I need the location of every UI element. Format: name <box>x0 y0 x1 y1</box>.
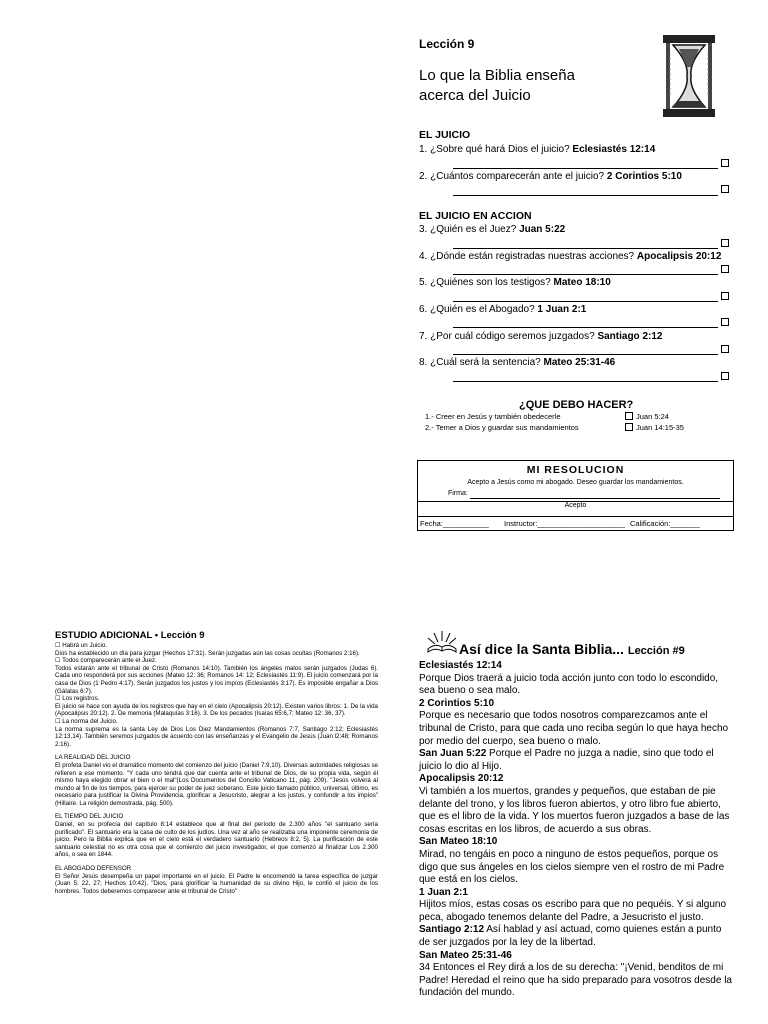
question-3: 3. ¿Quién es el Juez? Juan 5:22 <box>419 224 566 235</box>
bible-verses: Eclesiastés 12:14 Porque Dios traerá a juicio toda acción junto con todo lo escondido, sea bueno o sea malo. 2 Corintios 5:10 Porque es necesario que todos nosotros comparezcamos ante el tribunal de Cristo, para que cada uno reciba según lo que haya hecho por medio del cuerpo, sea bueno o malo. San Juan 5:22 Porque el Padre no juzga a nadie, sino que todo el juicio lo dio al Hijo. Apocalipsis 20:12 Vi también a los muertos, grandes y pequeños, que estaban de pie delante del trono, y los libros fueron abiertos, y otro libro fue abierto, que es el libro de la vida. Y los muertos fueron juzgados a base de las cosas escritas en los libros, de acuerdo a sus obras. San Mateo 18:10 Mirad, no tengáis en poco a ninguno de estos pequeños, porque os digo que sus ángeles en los cielos siempre ven el rostro de mi Padre que está en los cielos. 1 Juan 2:1 Hijitos míos, estas cosas os escribo para que no pequéis. Y si alguno peca, abogado tenemos delante del Padre, a Jesucristo el justo. Santiago 2:12 Así hablad y así actuad, como quienes están a punto de ser juzgados por la ley de la libertad. San Mateo 25:31-46 34 Entonces el Rey dirá a los de su derecha: "¡Venid, benditos de mi Padre! Heredad el reino que ha sido preparado para vosotros desde la fundación del mundo. <box>419 660 732 999</box>
study-text: ☐ Habrá un Juicio. Dios ha establecido un día para juzgar (Hechos 17:31). Serán juzgadas aún las cosas ocultas (Romanos 2:16). ☐ Todos comparecerán ante el Juez. Todos estarán ante el tribunal de Cristo (Romanos 14:10). También los ángeles malos serán juzgados (Judas 6). Cada uno responderá por sus acciones (Mateo 12: 36; Romanos 14: 12; Eclesiastés 11:9). El juicio comenzará por la casa de Dios (1 Pedro 4:17). Serán juzgados los justos y los impíos (Eclesiastés 3:17). Es imposible engañar a Dios (Gálatas 6:7). ☐ Los registros. El juicio se hace con ayuda de los registros que hay en el cielo (Apocalipsis 20:12). Existen varios libros: 1. De la vida (Apocalipsis 20:12). 2. De memoria (Malaquías 3:16). 3. De los pecados (Isaías 65:6,7; Mateo 12: 36, 37). ☐ La norma del Juicio. La norma suprema es la santa Ley de Dios Los Diez Mandamientos (Romanos 7:7, Santiago 2:12; Eclesiastés 12:13,14). También seremos juzgados de acuerdo con las enseñanzas y el Evangelio de Jesús (Juan l2:48; Romanos 2:16). LA REALIDAD DEL JUICIO El profeta Daniel vio el dramático momento del comienzo del juicio (Daniel 7:9,10). Diversas autoridades religiosas se refieren a ese momento. "Y cada uno tendrá que dar cuenta ante el tribunal de Dios, de su propia vida, según él mismo haya elegido obrar el bien o el mal"(Los Documentos del Concilio Vaticano 11, pág. 209). "Jesús volverá al mundo al fin de los tiempos, para ejercer su poder de juez soberano. Este juicio llamado público, universal, último, es necesario para justificar la Divina Providencia, glorificar a Jesucristo, alegrar a los justos, y confundir a los impíos" (Hillaire. La religión demostrada, pág. 500). EL TIEMPO DEL JUICIO Daniel, en su profecía del capítulo 8:14 establece que al final del período de 2.300 años "el santuario sería purificado". El santuario era la casa de culto de los judíos. Una vez al año se realizaba una imponente ceremonia de juicio. Pero la Biblia explica que en el cielo está el verdadero santuario (Hebreos 8:2, 5). La purificación de este santuario celestial no es otra cosa que el comienzo del juicio investigador, el que comenzó al finalizar Los 2.300 años, o sea en 1844. EL ABOGADO DEFENSOR El Señor Jesús desempeña un papel importante en el juicio. El Padre le encomendó la tarea específica de juzgar (Juan 5: 22, 27; Hechos 10:42). "Dios, para glorificar la humanidad de su divino Hijo, le confió el juicio de los hombres. Todos deberemos comparecer ante el tribunal de Cristo" <box>55 642 378 895</box>
section-accion: EL JUICIO EN ACCION <box>419 210 532 222</box>
bible-title: Así dice la Santa Biblia... Lección #9 <box>459 641 685 657</box>
checkbox-icon[interactable] <box>625 423 633 431</box>
section-juicio: EL JUICIO <box>419 129 471 141</box>
footer-fields <box>417 516 734 531</box>
resolution-box <box>417 460 734 517</box>
question-2: 2. ¿Cuántos comparecerán ante el juicio? 2 Corintios 5:10 <box>419 171 682 182</box>
checkbox-3[interactable] <box>721 239 729 247</box>
answer-line-6[interactable] <box>453 327 718 328</box>
checkbox-icon[interactable] <box>625 412 633 420</box>
checkbox-8[interactable] <box>721 372 729 380</box>
answer-line-3[interactable] <box>453 248 718 249</box>
page-title: Lo que la Biblia enseña acerca del Juicio <box>419 67 575 104</box>
open-bible-icon <box>425 629 459 653</box>
answer-line-4[interactable] <box>453 274 718 275</box>
hourglass-icon <box>661 33 717 119</box>
todo-item-1: 1.- Creer en Jesús y también obedecerle Juan 5:24 <box>425 412 669 421</box>
question-6: 6. ¿Quién es el Abogado? 1 Juan 2:1 <box>419 304 587 315</box>
answer-line-8[interactable] <box>453 381 718 382</box>
question-5: 5. ¿Quiénes son los testigos? Mateo 18:10 <box>419 277 611 288</box>
answer-line-2[interactable] <box>453 195 718 196</box>
checkbox-2[interactable] <box>721 185 729 193</box>
answer-line-1[interactable] <box>453 168 718 169</box>
date-field[interactable]: Fecha:___________ <box>420 519 489 528</box>
accept-label[interactable]: Acepto <box>564 502 587 509</box>
question-4: 4. ¿Dónde están registradas nuestras acciones? Apocalipsis 20:12 <box>419 251 722 262</box>
answer-line-7[interactable] <box>453 354 718 355</box>
checkbox-4[interactable] <box>721 265 729 273</box>
resolution-title: MI RESOLUCION <box>526 464 625 476</box>
question-1: 1. ¿Sobre qué hará Dios el juicio? Eclesiastés 12:14 <box>419 144 656 155</box>
grade-field[interactable]: Calificación:_______ <box>630 519 700 528</box>
question-7: 7. ¿Por cuál código seremos juzgados? Santiago 2:12 <box>419 331 663 342</box>
resolution-text: Acepto a Jesús como mi abogado. Deseo guardar los mandamientos. <box>467 479 684 486</box>
signature-label: Firma: <box>448 490 468 497</box>
signature-field[interactable] <box>470 498 720 499</box>
what-to-do-title: ¿QUE DEBO HACER? <box>519 399 634 411</box>
todo-item-2: 2.- Temer a Dios y guardar sus mandamientos Juan 14:15-35 <box>425 423 684 432</box>
question-8: 8. ¿Cuál será la sentencia? Mateo 25:31-46 <box>419 357 616 368</box>
bible-header <box>425 629 745 659</box>
study-title: ESTUDIO ADICIONAL • Lección 9 <box>55 630 205 641</box>
checkbox-7[interactable] <box>721 345 729 353</box>
checkbox-6[interactable] <box>721 318 729 326</box>
checkbox-5[interactable] <box>721 292 729 300</box>
answer-line-5[interactable] <box>453 301 718 302</box>
instructor-field[interactable]: Instructor:_____________________ <box>504 519 625 528</box>
lesson-number: Lección 9 <box>419 37 475 51</box>
checkbox-1[interactable] <box>721 159 729 167</box>
